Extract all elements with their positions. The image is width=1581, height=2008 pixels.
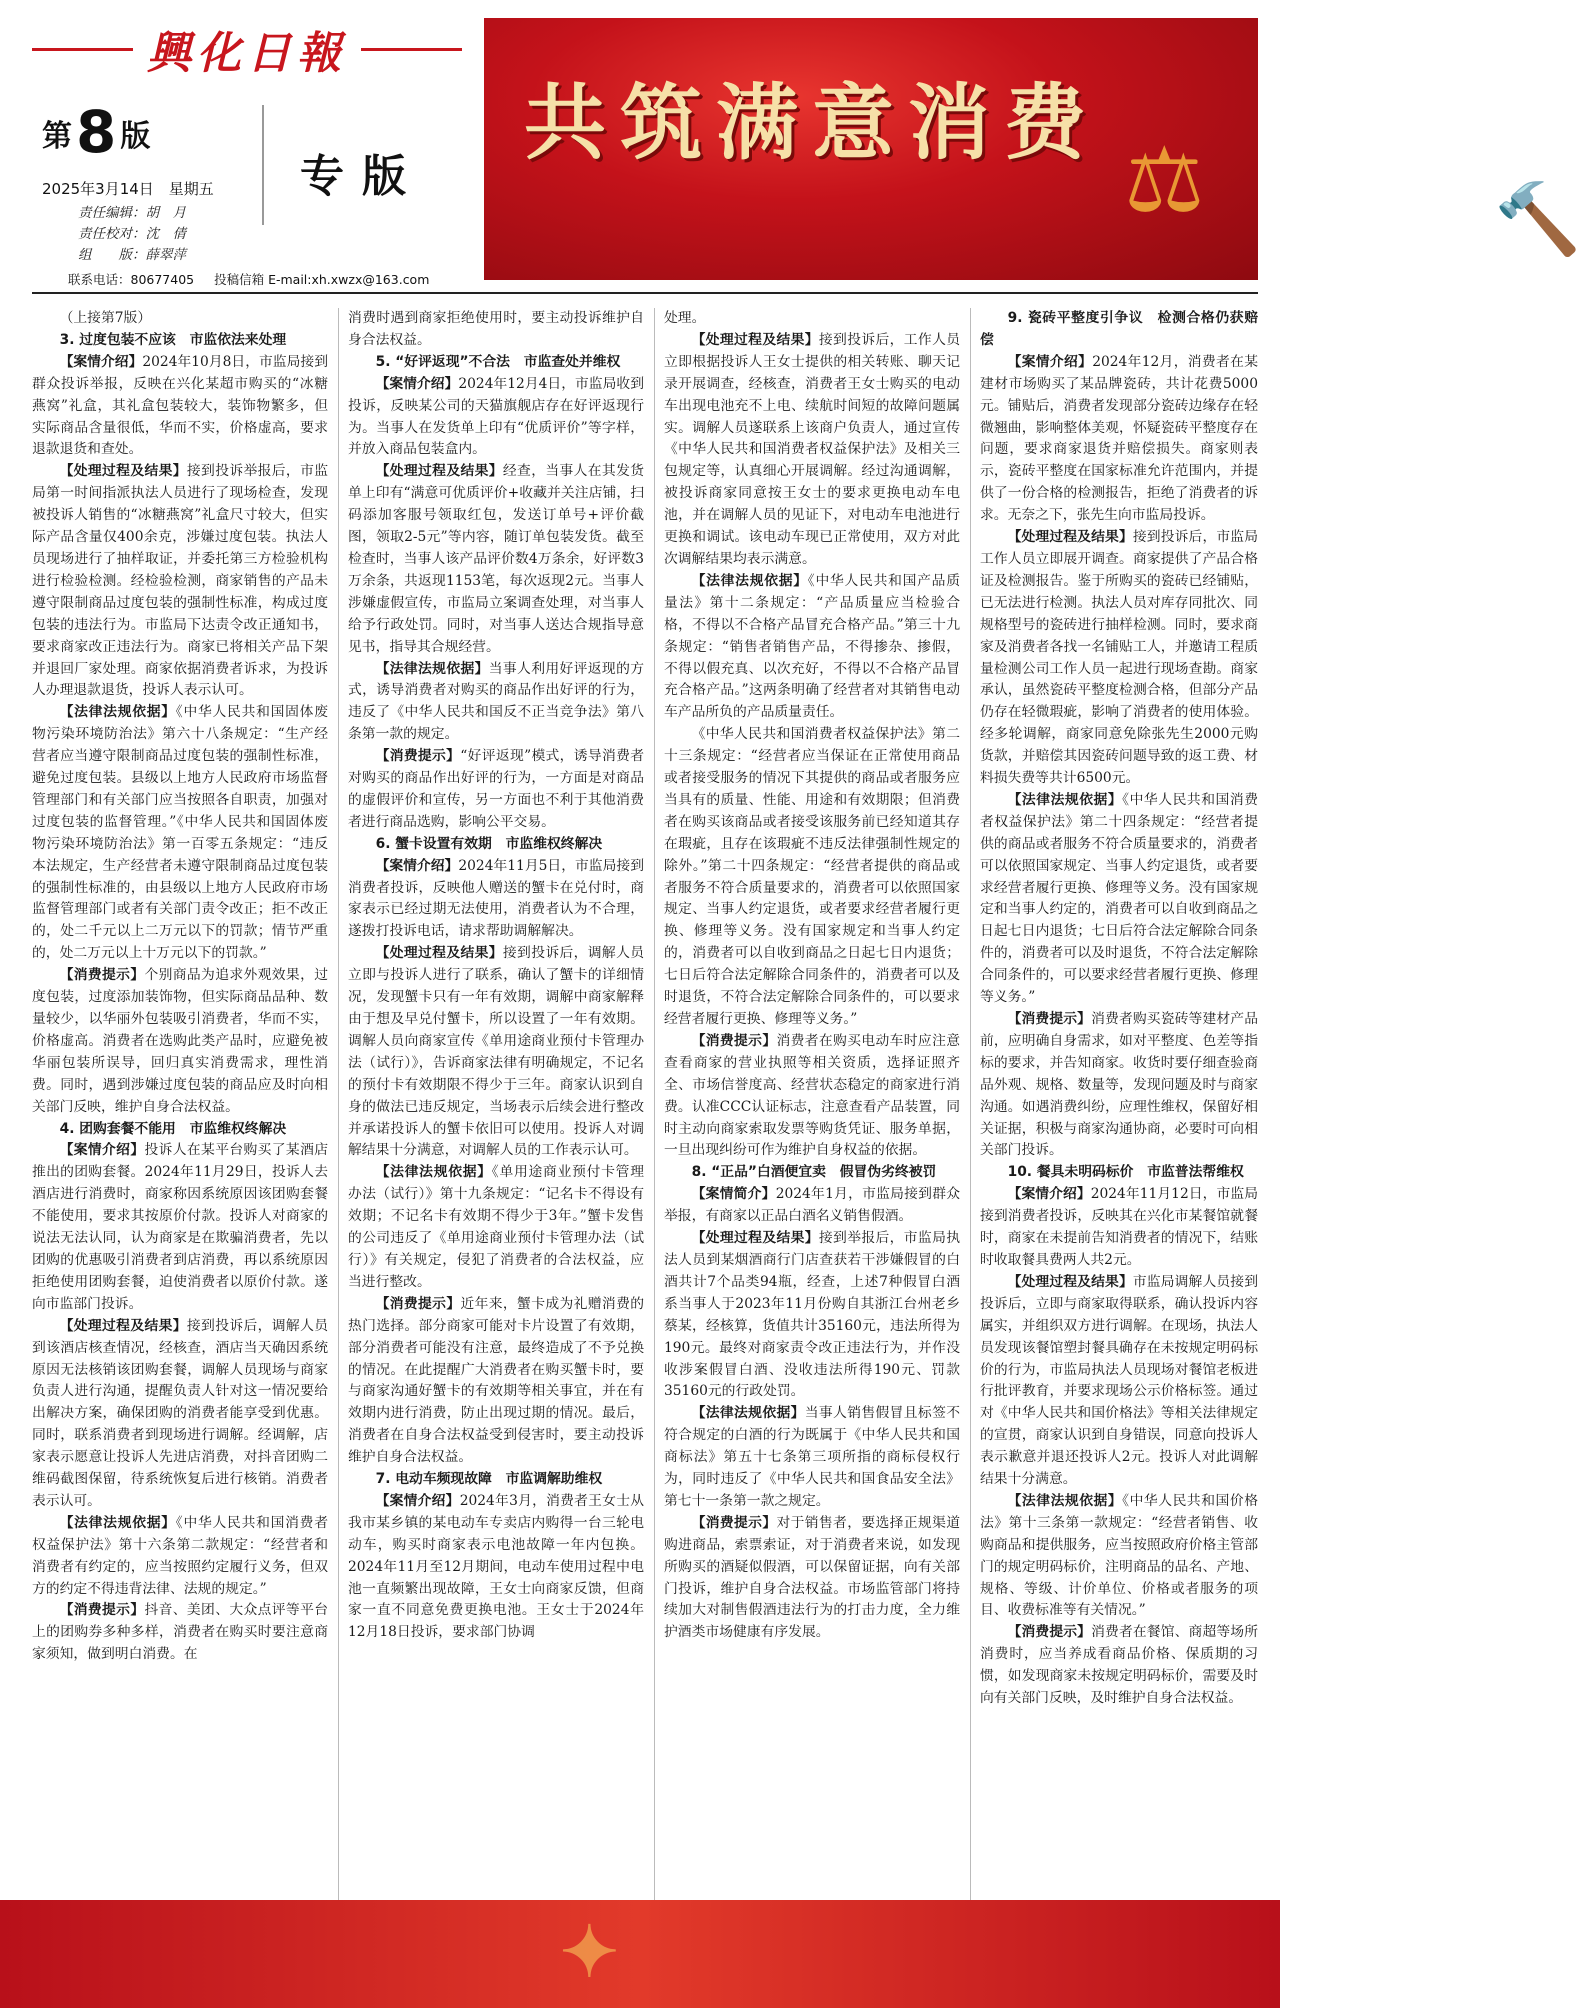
contact-email: 投稿信箱 E-mail:xh.xwzx@163.com — [214, 272, 430, 287]
section-heading: 10. 餐具未明码标价 市监普法帮维权 — [1007, 1164, 1244, 1181]
scales-of-justice-icon: ⚖ — [1124, 128, 1205, 233]
article-paragraph: 【处理过程及结果】经查，当事人在其发货单上印有“满意可优质评价+收藏并关注店铺，扫码添加客服号领取红包，发送订单号+评价截图，领取2-5元”等内容，随订单包装发货。截至检查时，当事人该产品评价数4万条余，好评数3万余条，共返现1153笔，每次返现2元。当事人涉嫌虚假宣传，市监局立案调查处理，对当事人给予行政处罚。同时，对当事人送达合规指导意见书，指导其合规经营。 — [348, 463, 645, 655]
contact-phone: 联系电话：80677405 — [68, 272, 195, 287]
article-paragraph: 【案情介绍】2024年3月，消费者王女士从我市某乡镇的某电动车专卖店内购得一台三轮电动车，购买时商家表示电池故障一年内包换。2024年11月至12月期间，电动车使用过程中电池一直频繁出现故障，王女士向商家反馈，但商家一直不同意免费更换电池。王女士于2024年12月18日投诉，要求部门协调 — [348, 1492, 645, 1641]
issue-date: 2025年3月14日 星期五 — [42, 180, 214, 198]
article-paragraph: 【法律法规依据】《中华人民共和国消费者权益保护法》第二十四条规定：“经营者提供的商品或者服务不符合质量要求的，消费者可以依照国家规定、当事人约定退货，或者要求经营者履行更换、修理等义务。没有国家规定和当事人约定的，消费者可以自收到商品之日起七日内退货；七日后符合法定解除合同条件的，消费者可以及时退货，不符合法定解除合同条件的，可以要求经营者履行更换、修理等义务。” — [980, 791, 1258, 1006]
column-divider — [970, 308, 971, 1908]
article-paragraph: 【处理过程及结果】接到投诉举报后，市监局第一时间指派执法人员进行了现场检查，发现被投诉人销售的“冰糖燕窝”礼盒尺寸较大，但实际产品含量仅400余克，涉嫌过度包装。执法人员现场进行了抽样取证，并委托第三方检验机构进行检验检测。经检验检测，商家销售的产品未遵守限制商品过度包装的强制性标准，构成过度包装的违法行为。市监局下达责令改正通知书，要求商家改正违法行为。商家已将相关产品下架并退回厂家处理。商家依据消费者诉求，为投诉人办理退款退货，投诉人表示认可。 — [32, 463, 329, 699]
section-heading: 4. 团购套餐不能用 市监维权终解决 — [59, 1120, 287, 1137]
article-paragraph: 【消费提示】消费者在餐馆、商超等场所消费时，应当养成看商品价格、保质期的习惯，如发现商家未按规定明码标价，需要及时向有关部门反映，及时维护自身合法权益。 — [980, 1624, 1259, 1707]
article-paragraph: 【法律法规依据】当事人销售假冒且标签不符合规定的白酒的行为既属于《中华人民共和国商标法》第五十七条第三项所指的商标侵权行为，同时违反了《中华人民共和国食品安全法》第七十一条第一款之规定。 — [664, 1405, 961, 1509]
article-column-1 — [32, 308, 328, 1908]
edition-number: 第8 版 — [42, 98, 151, 166]
article-paragraph: 【处理过程及结果】接到投诉后，工作人员立即根据投诉人王女士提供的相关转账、聊天记录开展调查，经核查，消费者王女士购买的电动车出现电池充不上电、续航时间短的故障问题属实。调解人员遂联系上该商户负责人，通过宣传《中华人民共和国消费者权益保护法》及相关三包规定等，认真细心开展调解。经过沟通调解，被投诉商家同意按王女士的要求更换电动车电池，并在调解人员的见证下，对电动车电池进行更换和调试。该电动车现已正常使用，双方对此次调解结果均表示满意。 — [664, 331, 961, 567]
article-paragraph: 【处理过程及结果】接到举报后，市监局执法人员到某烟酒商行门店查获若干涉嫌假冒的白酒共计7个品类94瓶，经查，上述7种假冒白酒系当事人于2023年11月份购自其浙江台州老乡蔡某，经核算，货值共计35160元，违法所得为190元。最终对商家责令改正违法行为，并作没收涉案假冒白酒、没收违法所得190元、罚款35160元的行政处罚。 — [664, 1230, 961, 1400]
article-paragraph: 【法律法规依据】《中华人民共和国固体废物污染环境防治法》第六十八条规定：“生产经营者应当遵守限制商品过度包装的强制性标准，避免过度包装。县级以上地方人民政府市场监督管理部门和有关部门应当按照各自职责，加强对过度包装的监督管理。”《中华人民共和国固体废物污染环境防治法》第一百零五条规定：“违反本法规定，生产经营者未遵守限制商品过度包装的强制性标准的，由县级以上地方人民政府市场监督管理部门或者有关部门责令改正；拒不改正的，处二千元以上二万元以下的罚款；情节严重的，处二万元以上十万元以下的罚款。” — [32, 704, 329, 962]
article-body — [32, 308, 1258, 1908]
layout-credit: 组 版：薛翠萍 — [78, 247, 186, 263]
article-paragraph: 【案情介绍】2024年10月8日，市监局接到群众投诉举报，反映在兴化某超市购买的“冰糖燕窝”礼盒，其礼盒包装较大，装饰物繁多，但实际商品含量很低，华而不实，价格虚高，要求退款退货和查处。 — [32, 353, 328, 458]
logo-rule-left — [32, 48, 133, 51]
section-heading: 7. 电动车频现故障 市监调解助维权 — [375, 1471, 603, 1488]
header-rule — [32, 292, 1258, 294]
article-paragraph: 【法律法规依据】《中华人民共和国价格法》第十三条第一款规定：“经营者销售、收购商品和提供服务，应当按照政府价格主管部门的规定明码标价，注明商品的品名、产地、规格、等级、计价单位、价格或者服务的项目、收费标准等有关情况。” — [980, 1492, 1258, 1619]
masthead-divider — [262, 105, 264, 225]
logo-rule-right — [361, 48, 462, 51]
newspaper-logo: 興化日報 — [147, 28, 347, 79]
section-label: 专版 — [300, 151, 424, 202]
article-paragraph: 【案情介绍】2024年12月，消费者在某建材市场购买了某品牌瓷砖，共计花费5000元。铺贴后，消费者发现部分瓷砖边缘存在轻微翘曲，影响整体美观，怀疑瓷砖平整度存在问题，要求商家退货并赔偿损失。商家则表示，瓷砖平整度在国家标准允许范围内，并提供了一份合格的检测报告，拒绝了消费者的诉求。无奈之下，张先生向市监局投诉。 — [980, 353, 1259, 524]
article-paragraph: 【消费提示】近年来，蟹卡成为礼赠消费的热门选择。部分商家可能对卡片设置了有效期，部分消费者可能没有注意，最终造成了不予兑换的情况。在此提醒广大消费者在购买蟹卡时，要与商家沟通好蟹卡的有效期等相关事宜，并在有效期内进行消费，防止出现过期的情况。最后，消费者在自身合法权益受到侵害时，要主动投诉维护自身合法权益。 — [348, 1295, 645, 1466]
section-heading: 5. “好评返现”不合法 市监查处并维权 — [375, 353, 621, 370]
article-paragraph: 【案情介绍】2024年12月4日，市监局收到投诉，反映某公司的天猫旗舰店存在好评返现行为。当事人在发货单上印有“优质评价”等字样，并放入商品包装盒内。 — [348, 375, 644, 458]
page-banner — [484, 18, 1581, 280]
article-paragraph: 【处理过程及结果】市监局调解人员接到投诉后，立即与商家取得联系，确认投诉内容属实，并组织双方进行调解。在现场，执法人员发现该餐馆塑封餐具确存在未按规定明码标价的行为，市监局执法人员现场对餐馆老板进行批评教育，并要求现场公示价格标签。通过对《中华人民共和国价格法》等相关法律规定的宣贯，商家认识到自身错误，同意向投诉人表示歉意并退还投诉人2元。投诉人对此调解结果十分满意。 — [980, 1273, 1259, 1488]
article-paragraph: 【消费提示】“好评返现”模式，诱导消费者对购买的商品作出好评的行为，一方面是对商品的虚假评价和宣传，另一方面也不利于其他消费者进行商品选购，影响公平交易。 — [348, 748, 645, 830]
article-paragraph: 【处理过程及结果】接到投诉后，调解人员立即与投诉人进行了联系，确认了蟹卡的详细情况，发现蟹卡只有一年有效期，调解中商家解释由于想及早兑付蟹卡，所以设置了一年有效期。调解人员向商家宣传《单用途商业预付卡管理办法（试行）》，告诉商家法律有明确规定，不记名的预付卡有效期限不得少于三年。商家认识到自身的做法已违反规定，当场表示后续会进行整改并承诺投诉人的蟹卡依旧可以使用。投诉人对调解结果十分满意，对调解人员的工作表示认可。 — [348, 945, 645, 1159]
banner-title: 共筑满意消费 — [524, 75, 1101, 171]
article-paragraph: 【消费提示】抖音、美团、大众点评等平台上的团购券多种多样，消费者在购买时要注意商家须知，做到明白消费。在 — [32, 1602, 329, 1663]
article-paragraph: 【处理过程及结果】接到投诉后，市监局工作人员立即展开调查。商家提供了产品合格证及检测报告。鉴于所购买的瓷砖已经铺贴，已无法进行检测。执法人员对库存同批次、同规格型号的瓷砖进行抽样检测。同时，要求商家及消费者各找一名铺贴工人，并邀请工程质量检测公司工作人员一起进行现场查勘。商家承认，虽然瓷砖平整度检测合格，但部分产品仍存在轻微瑕疵，影响了消费者的使用体验。经多轮调解，商家同意免除张先生2000元购货款，并赔偿其因瓷砖问题导致的返工费、材料损失费等共计6500元。 — [980, 529, 1259, 787]
article-paragraph: 【处理过程及结果】接到投诉后，调解人员到该酒店核查情况，经核查，酒店当天确因系统原因无法核销该团购套餐，调解人员现场与商家负责人进行沟通，提醒负责人针对这一情况要给出解决方案，确保团购的消费者能享受到优惠。同时，联系消费者到现场进行调解。经调解，店家表示愿意让投诉人先进店消费，对抖音团购二维码截图保留，待系统恢复后进行核销。消费者表示认可。 — [32, 1317, 329, 1509]
editor-credit: 责任编辑：胡 月 — [78, 205, 186, 221]
article-paragraph: 【法律法规依据】《中华人民共和国消费者权益保护法》第十六条第二款规定：“经营者和消费者有约定的，应当按照约定履行义务，但双方的约定不得违背法律、法规的规定。” — [32, 1514, 329, 1597]
article-paragraph: 【消费提示】对于销售者，要选择正规渠道购进商品，索票索证，对于消费者来说，如发现所购买的酒疑似假酒，可以保留证据，向有关部门投诉，维护自身合法权益。市场监管部门将持续加大对制售假酒违法行为的打击力度，全力维护酒类市场健康有序发展。 — [664, 1514, 961, 1641]
article-column-3 — [664, 308, 960, 1908]
footer-decoration — [0, 1900, 1280, 2008]
article-paragraph: 【法律法规依据】《中华人民共和国产品质量法》第十二条规定：“产品质量应当检验合格，不得以不合格产品冒充合格产品。”第三十九条规定：“销售者销售产品，不得掺杂、掺假，不得以假充真、以次充好，不得以不合格产品冒充合格产品。”这两条明确了经营者对其销售电动车产品所负的产品质量责任。 — [664, 572, 961, 721]
article-paragraph: 《中华人民共和国消费者权益保护法》第二十三条规定：“经营者应当保证在正常使用商品或者接受服务的情况下其提供的商品或者服务应当具有的质量、性能、用途和有效期限；但消费者在购买该商品或者接受该服务前已经知道其存在瑕疵，且存在该瑕疵不违反法律强制性规定的除外。”第二十四条规定：“经营者提供的商品或者服务不符合质量要求的，消费者可以依照国家规定、当事人约定退货，或者要求经营者履行更换、修理等义务。没有国家规定和当事人约定的，消费者可以自收到商品之日起七日内退货；七日后符合法定解除合同条件的，消费者可以及时退货，不符合法定解除合同条件的，可以要求经营者履行更换、修理等义务。” — [664, 726, 960, 1027]
article-column-2 — [348, 308, 644, 1908]
contact-line — [68, 270, 445, 288]
article-paragraph: 【案情介绍】2024年11月5日，市监局接到消费者投诉，反映他人赠送的蟹卡在兑付时，商家表示已经过期无法使用，消费者认为不合理，遂拨打投诉电话，请求帮助调解解决。 — [348, 857, 644, 940]
staff-credits — [78, 203, 186, 266]
article-paragraph: 【案情简介】2024年1月，市监局接到群众举报，有商家以正品白酒名义销售假酒。 — [664, 1186, 961, 1225]
article-paragraph: 处理。 — [664, 310, 706, 326]
decorative-glow: ✦ — [560, 1910, 619, 1993]
article-paragraph: 【法律法规依据】《单用途商业预付卡管理办法（试行）》第十九条规定：“记名卡不得设有效期；不记名卡有效期不得少于3年。”蟹卡发售的公司违反了《单用途商业预付卡管理办法（试行）》有关规定，侵犯了消费者的合法权益，应当进行整改。 — [348, 1164, 645, 1290]
article-paragraph: 【消费提示】个别商品为追求外观效果，过度包装，过度添加装饰物，但实际商品品种、数量较少，以华丽外包装吸引消费者，华而不实，价格虚高。消费者在选购此类产品时，应避免被华丽包装所误导，回归真实消费需求，理性消费。同时，遇到涉嫌过度包装的商品应及时向相关部门反映，维护自身合法权益。 — [32, 967, 329, 1115]
article-paragraph: 【消费提示】消费者购买瓷砖等建材产品前，应明确自身需求，如对平整度、色差等指标的要求，并告知商家。收货时要仔细查验商品外观、规格、数量等，发现问题及时与商家沟通。如遇消费纠纷，应理性维权，保留好相关证据，积极与商家沟通协商，必要时可向相关部门投诉。 — [980, 1011, 1259, 1159]
article-paragraph: 【案情介绍】投诉人在某平台购买了某酒店推出的团购套餐。2024年11月29日，投诉人去酒店进行消费时，商家称因系统原因该团购套餐不能使用，要求其按原价付款。投诉人对商家的说法无法认同，认为商家是在欺骗消费者，先以团购的优惠吸引消费者到店消费，再以系统原因拒绝使用团购套餐，迫使消费者以原价付款。遂向市监部门投诉。 — [32, 1142, 329, 1312]
article-paragraph: 【法律法规依据】当事人利用好评返现的方式，诱导消费者对购买的商品作出好评的行为，违反了《中华人民共和国反不正当竞争法》第八条第一款的规定。 — [348, 660, 645, 743]
section-heading: 6. 蟹卡设置有效期 市监维权终解决 — [375, 835, 603, 852]
column-divider — [338, 308, 339, 1908]
section-heading: 9. 瓷砖平整度引争议 检测合格仍获赔偿 — [980, 310, 1258, 348]
proof-credit: 责任校对：沈 倩 — [78, 226, 186, 242]
section-heading: 3. 过度包装不应该 市监依法来处理 — [59, 331, 287, 348]
section-heading: 8. “正品”白酒便宜卖 假冒伪劣终被罚 — [691, 1164, 937, 1181]
article-paragraph: 消费时遇到商家拒绝使用时，要主动投诉维护自身合法权益。 — [348, 310, 644, 348]
article-paragraph: 【案情介绍】2024年11月12日，市监局接到消费者投诉，反映其在兴化市某餐馆就餐时，商家在未提前告知消费者的情况下，结账时收取餐具费两人共2元。 — [980, 1186, 1258, 1268]
article-paragraph: 【消费提示】消费者在购买电动车时应注意查看商家的营业执照等相关资质，选择证照齐全、市场信誉度高、经营状态稳定的商家进行消费。认准CCC认证标志，注意查看产品装置，同时主动向商家索取发票等购货凭证、服务单据，一旦出现纠纷可作为维护自身权益的依据。 — [664, 1032, 961, 1159]
column-divider — [654, 308, 655, 1908]
masthead — [0, 0, 1581, 300]
article-column-4 — [980, 308, 1258, 1908]
article-paragraph: （上接第7版） — [59, 310, 152, 326]
gavel-icon: 🔨 — [1494, 178, 1581, 260]
